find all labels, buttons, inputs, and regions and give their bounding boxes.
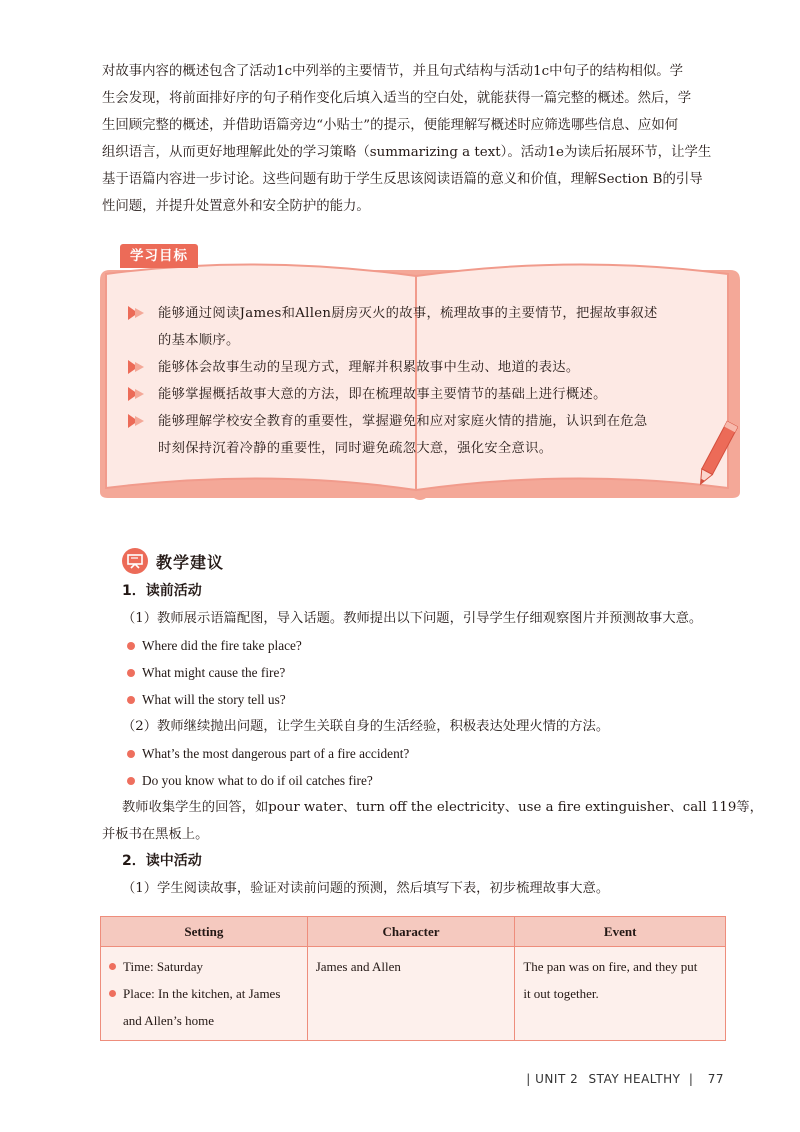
pre-reading-step-2: （2）教师继续抛出问题，让学生关联自身的生活经验，积极表达处理火情的方法。 [122, 719, 610, 734]
goal-item [128, 408, 708, 435]
goal-item [128, 381, 708, 408]
teacher-collect-line-2: 并板书在黑板上。 [102, 827, 209, 842]
goal-item-continued [128, 435, 708, 462]
page-footer [526, 1072, 724, 1086]
header-character: Character [307, 917, 515, 947]
goal-text: 能够通过阅读James和Allen厨房灭火的故事，梳理故事的主要情节，把握故事叙述 [158, 306, 658, 321]
intro-line: 组织语言，从而更好地理解此处的学习策略（summarizing a text）。活动1e为读后拓展环节，让学生 [102, 145, 712, 160]
story-summary-table [100, 916, 726, 1041]
goal-text: 的基本顺序。 [158, 333, 240, 348]
cell-event [515, 947, 726, 1041]
teaching-suggestions-body [102, 578, 763, 902]
triangle-arrow-icon [128, 414, 146, 428]
triangle-arrow-icon [128, 360, 146, 374]
footer-divider: | [526, 1072, 531, 1086]
goal-text: 时刻保持沉着冷静的重要性，同时避免疏忽大意，强化安全意识。 [158, 441, 553, 456]
cell-character [307, 947, 515, 1041]
question-item: What might cause the fire? [122, 659, 726, 686]
intro-line: 基于语篇内容进一步讨论。这些问题有助于学生反思该阅读语篇的意义和价值，理解Section B的引导 [102, 172, 703, 187]
intro-line: 性问题，并提升处置意外和安全防护的能力。 [102, 199, 370, 214]
table-header-row [101, 917, 726, 947]
teaching-suggestions-heading [122, 548, 224, 574]
goal-text: 能够体会故事生动的呈现方式，理解并积累故事中生动、地道的表达。 [158, 360, 580, 375]
goal-text: 能够理解学校安全教育的重要性，掌握避免和应对家庭火情的措施，认识到在危急 [158, 414, 648, 429]
footer-title: STAY HEALTHY [588, 1072, 681, 1086]
board-icon [122, 548, 148, 574]
table-row [101, 947, 726, 1041]
question-item: What’s the most dangerous part of a fire accident? [122, 740, 726, 767]
goal-item-continued [128, 327, 708, 354]
footer-unit: UNIT 2 [535, 1072, 579, 1086]
character-text: James and Allen [315, 959, 401, 974]
footer-divider: | [688, 1072, 694, 1086]
pencil-icon [694, 418, 738, 492]
question-item: Do you know what to do if oil catches fire? [122, 767, 726, 794]
triangle-arrow-icon [128, 387, 146, 401]
intro-paragraph [102, 58, 722, 220]
learning-goals-list [128, 300, 708, 462]
header-setting: Setting [101, 917, 308, 947]
setting-time: Time: Saturday [109, 953, 299, 980]
question-item: Where did the fire take place? [122, 632, 726, 659]
intro-line: 生回顾完整的概述，并借助语篇旁边“小贴士”的提示，便能理解写概述时应筛选哪些信息、应如何 [102, 118, 679, 133]
learning-goals-panel [96, 240, 744, 502]
event-text-continued: it out together. [523, 986, 599, 1001]
question-item: What will the story tell us? [122, 686, 726, 713]
page-number: 77 [707, 1072, 724, 1086]
learning-goals-tab: 学习目标 [120, 244, 198, 268]
while-reading-step-1: （1）学生阅读故事，验证对读前问题的预测，然后填写下表，初步梳理故事大意。 [122, 881, 610, 896]
goal-item [128, 354, 708, 381]
setting-place-continued: and Allen’s home [123, 1013, 214, 1028]
section-title: 教学建议 [156, 552, 225, 572]
pre-reading-step-1: （1）教师展示语篇配图，导入话题。教师提出以下问题，引导学生仔细观察图片并预测故事大意。 [122, 611, 703, 626]
pre-reading-heading: 1．读前活动 [122, 583, 202, 599]
intro-line: 生会发现，将前面排好序的句子稍作变化后填入适当的空白处，就能获得一篇完整的概述。然后，学 [102, 91, 692, 106]
cell-setting [101, 947, 308, 1041]
goal-text: 能够掌握概括故事大意的方法，即在梳理故事主要情节的基础上进行概述。 [158, 387, 607, 402]
intro-line: 对故事内容的概述包含了活动1c中列举的主要情节，并且句式结构与活动1c中句子的结构相似。学 [102, 64, 684, 79]
while-reading-heading: 2．读中活动 [122, 853, 202, 869]
header-event: Event [515, 917, 726, 947]
triangle-arrow-icon [128, 306, 146, 320]
goal-item [128, 300, 708, 327]
setting-place: Place: In the kitchen, at James [109, 980, 299, 1007]
teacher-collect-line-1: 教师收集学生的回答，如pour water、turn off the electricity、use a fire extinguisher、call 119等， [122, 800, 763, 815]
event-text: The pan was on fire, and they put [523, 959, 698, 974]
